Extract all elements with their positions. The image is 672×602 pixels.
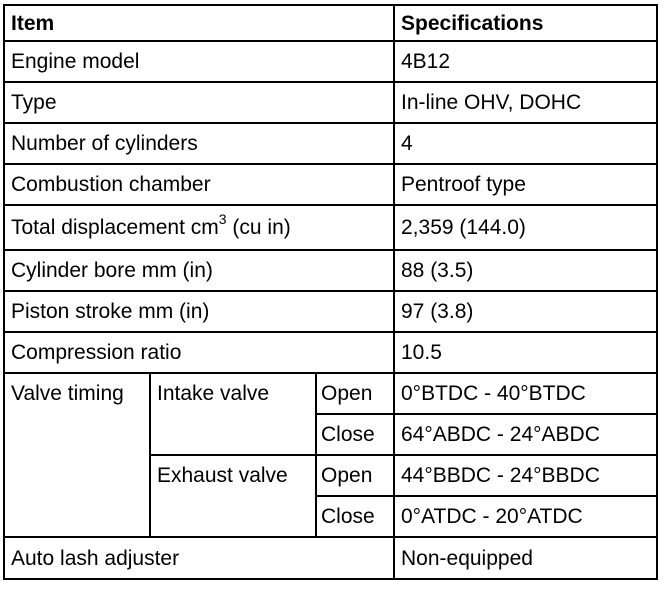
valve-timing-label: Valve timing [4,373,150,537]
row-value-cylinder-bore: 88 (3.5) [394,250,657,291]
table-row [4,537,657,579]
engine-specifications-table [3,4,658,580]
table-row [4,291,657,332]
header-specifications: Specifications [394,5,657,41]
table-row [4,205,657,250]
exhaust-close-value: 0°ATDC - 20°ATDC [394,496,657,537]
exhaust-open-value: 44°BBDC - 24°BBDC [394,455,657,496]
table-row [4,250,657,291]
table-row [4,82,657,123]
row-value-auto-lash-adjuster: Non-equipped [394,537,657,579]
header-item: Item [4,5,394,41]
row-value-combustion-chamber: Pentroof type [394,164,657,205]
intake-close-value: 64°ABDC - 24°ABDC [394,414,657,455]
table-row [4,164,657,205]
intake-open-label: Open [316,373,394,414]
table-row [4,123,657,164]
row-value-type: In-line OHV, DOHC [394,82,657,123]
displacement-label: Total displacement cm [11,216,219,239]
table-header-row [4,5,657,41]
row-value-total-displacement: 2,359 (144.0) [394,205,657,250]
row-value-piston-stroke: 97 (3.8) [394,291,657,332]
row-item-combustion-chamber: Combustion chamber [4,164,394,205]
row-item-compression-ratio: Compression ratio [4,332,394,373]
intake-open-value: 0°BTDC - 40°BTDC [394,373,657,414]
displacement-unit: (cu in) [226,216,291,239]
row-value-compression-ratio: 10.5 [394,332,657,373]
table-row [4,41,657,82]
row-item-cylinders: Number of cylinders [4,123,394,164]
exhaust-valve-label: Exhaust valve [150,455,316,537]
exhaust-close-label: Close [316,496,394,537]
row-value-cylinders: 4 [394,123,657,164]
row-item-engine-model: Engine model [4,41,394,82]
row-item-auto-lash-adjuster: Auto lash adjuster [4,537,394,579]
intake-close-label: Close [316,414,394,455]
row-item-total-displacement [4,205,394,250]
displacement-exponent: 3 [218,211,227,227]
row-item-piston-stroke: Piston stroke mm (in) [4,291,394,332]
row-item-cylinder-bore: Cylinder bore mm (in) [4,250,394,291]
exhaust-open-label: Open [316,455,394,496]
row-item-type: Type [4,82,394,123]
intake-valve-label: Intake valve [150,373,316,455]
row-value-engine-model: 4B12 [394,41,657,82]
table-row [4,373,657,414]
table-row [4,332,657,373]
